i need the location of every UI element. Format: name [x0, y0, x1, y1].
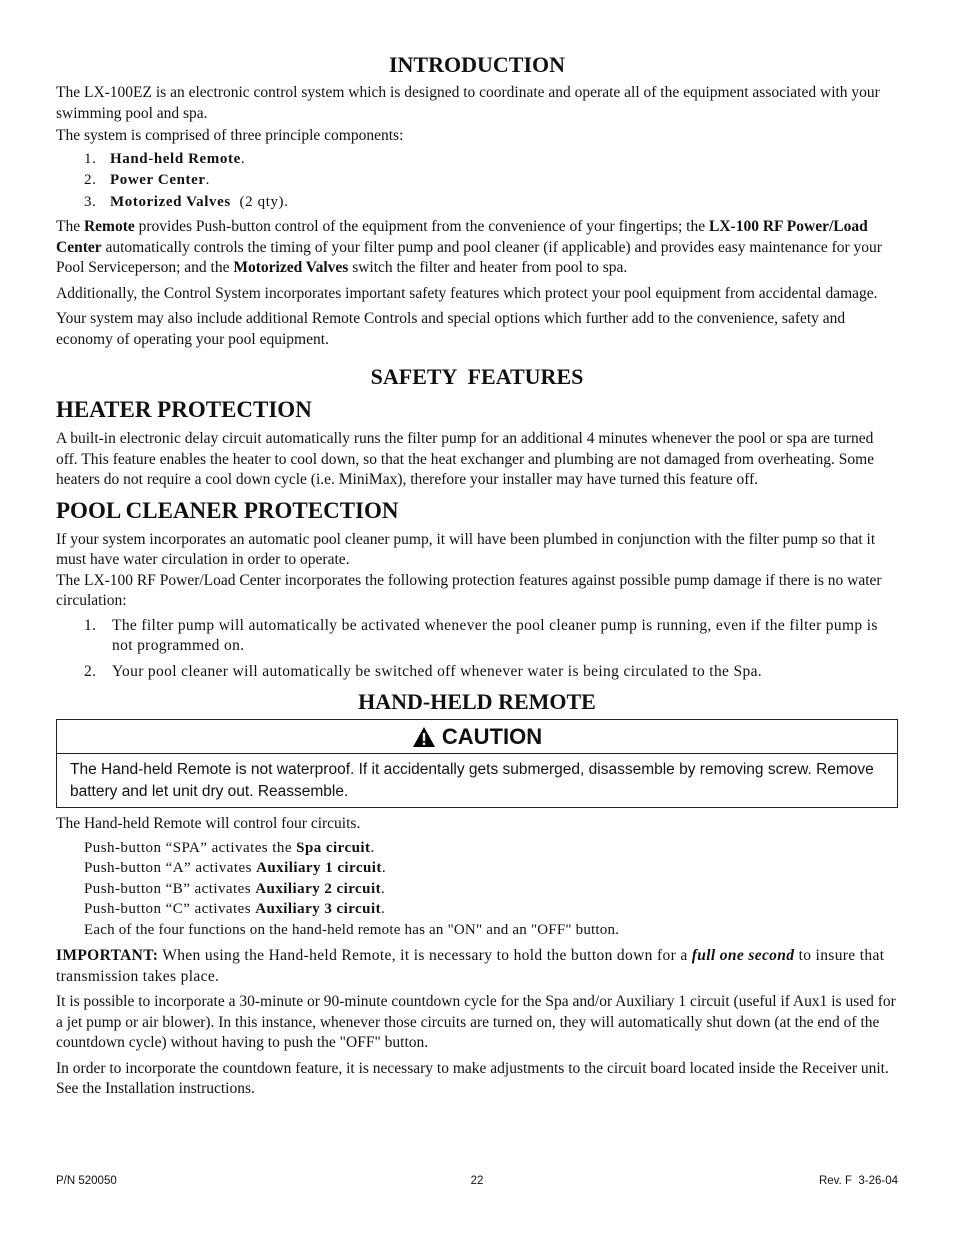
document-page	[56, 50, 898, 1100]
countdown-paragraph: It is possible to incorporate a 30-minute or 90-minute countdown cycle for the Spa and/or Auxiliary 1 circuit (useful if Aux1 is used for a jet pump or air blower). In this instance, whenever those circuits are turned on, they will automatically shut down (at the end of the countdown cycle) without having to push the "OFF" button.	[56, 993, 896, 1051]
adjustment-paragraph: In order to incorporate the countdown feature, it is necessary to make adjustments to the circuit board located inside the Receiver unit. See the Installation instructions.	[56, 1059, 889, 1097]
component-item: 2. Power Center.	[84, 172, 210, 188]
component-item: 3. Motorized Valves (2 qty).	[84, 193, 289, 210]
caution-header	[57, 720, 897, 754]
push-button-item: Push-button “C” activates Auxiliary 3 circuit.	[84, 901, 386, 917]
caution-box	[56, 719, 898, 808]
push-button-item: Push-button “B” activates Auxiliary 2 circuit.	[84, 880, 386, 897]
revision: Rev. F 3-26-04	[818, 1175, 898, 1187]
cleaner-paragraph-1: If your system incorporates an automatic pool cleaner pump, it will have been plumbed in conjunction with the filter pump so that it must have water circulation in order to operate.	[56, 530, 876, 568]
warning-triangle-icon	[412, 726, 436, 748]
heater-protection-text: A built-in electronic delay circuit automatically runs the filter pump for an additional 4 minutes whenever the pool or spa are turned off. This feature enables the heater to cool down, so that the heat exchanger and plumbing are not damaged from overheating. Some heaters do not require a cool down cycle (i.e. MiniMax), therefore your installer may have turned this feature off.	[56, 430, 875, 488]
important-note: IMPORTANT: When using the Hand-held Remote, it is necessary to hold the button down for a full one second to insure that transmission takes place.	[56, 947, 885, 985]
heater-protection-heading: HEATER PROTECTION	[56, 397, 312, 422]
components-list	[56, 149, 898, 214]
push-button-list	[56, 838, 898, 941]
remote-paragraph-1: The Hand-held Remote will control four circuits.	[56, 815, 361, 832]
hand-held-remote-heading: HAND-HELD REMOTE	[358, 689, 596, 714]
introduction-heading: INTRODUCTION	[388, 52, 566, 77]
intro-paragraph-1: The LX-100EZ is an electronic control system which is designed to coordinate and operate all of the equipment associated with your swimming pool and spa.	[56, 84, 880, 122]
pool-cleaner-protection-heading: POOL CLEANER PROTECTION	[56, 497, 399, 523]
intro-paragraph-2: The system is comprised of three principle components:	[56, 127, 404, 144]
on-off-note: Each of the four functions on the hand-held remote has an "ON" and an "OFF" button.	[84, 921, 620, 938]
page-number: 22	[470, 1175, 484, 1187]
intro-paragraph-5: Your system may also include additional Remote Controls and special options which further add to the convenience, safety and economy of operating your pool equipment.	[56, 310, 846, 348]
protection-list	[56, 616, 898, 683]
cleaner-paragraph-2: The LX-100 RF Power/Load Center incorporates the following protection features against possible pump damage if there is no water circulation:	[56, 571, 882, 609]
push-button-item: Push-button “A” activates Auxiliary 1 circuit.	[84, 860, 387, 876]
safety-features-heading: SAFETY FEATURES	[370, 364, 584, 389]
caution-text: The Hand-held Remote is not waterproof. If it accidentally gets submerged, disassemble by removing screw. Remove battery and let unit dry out. Reassemble.	[70, 761, 874, 800]
protection-item: 2. Your pool cleaner will automatically be switched off whenever water is being circulated to the Spa.	[84, 662, 763, 680]
intro-paragraph-3: The Remote provides Push-button control of the equipment from the convenience of your fingertips; the LX-100 RF Power/Load Center automatically controls the timing of your filter pump and pool cleaner (if applicable) and provides easy maintenance for your Pool Serviceperson; and the Motorized Valves switch the filter and heater from pool to spa.	[56, 218, 882, 276]
protection-item: 1. The filter pump will automatically be activated whenever the pool cleaner pump is running, even if the filter pump is not programmed on.	[84, 616, 878, 654]
intro-paragraph-4: Additionally, the Control System incorporates important safety features which protect your pool equipment from accidental damage.	[56, 284, 878, 302]
part-number: P/N 520050	[56, 1175, 117, 1187]
component-item: 1. Hand-held Remote.	[84, 150, 246, 167]
caution-title: CAUTION	[441, 723, 543, 749]
push-button-item: Push-button “SPA” activates the Spa circuit.	[84, 839, 375, 856]
